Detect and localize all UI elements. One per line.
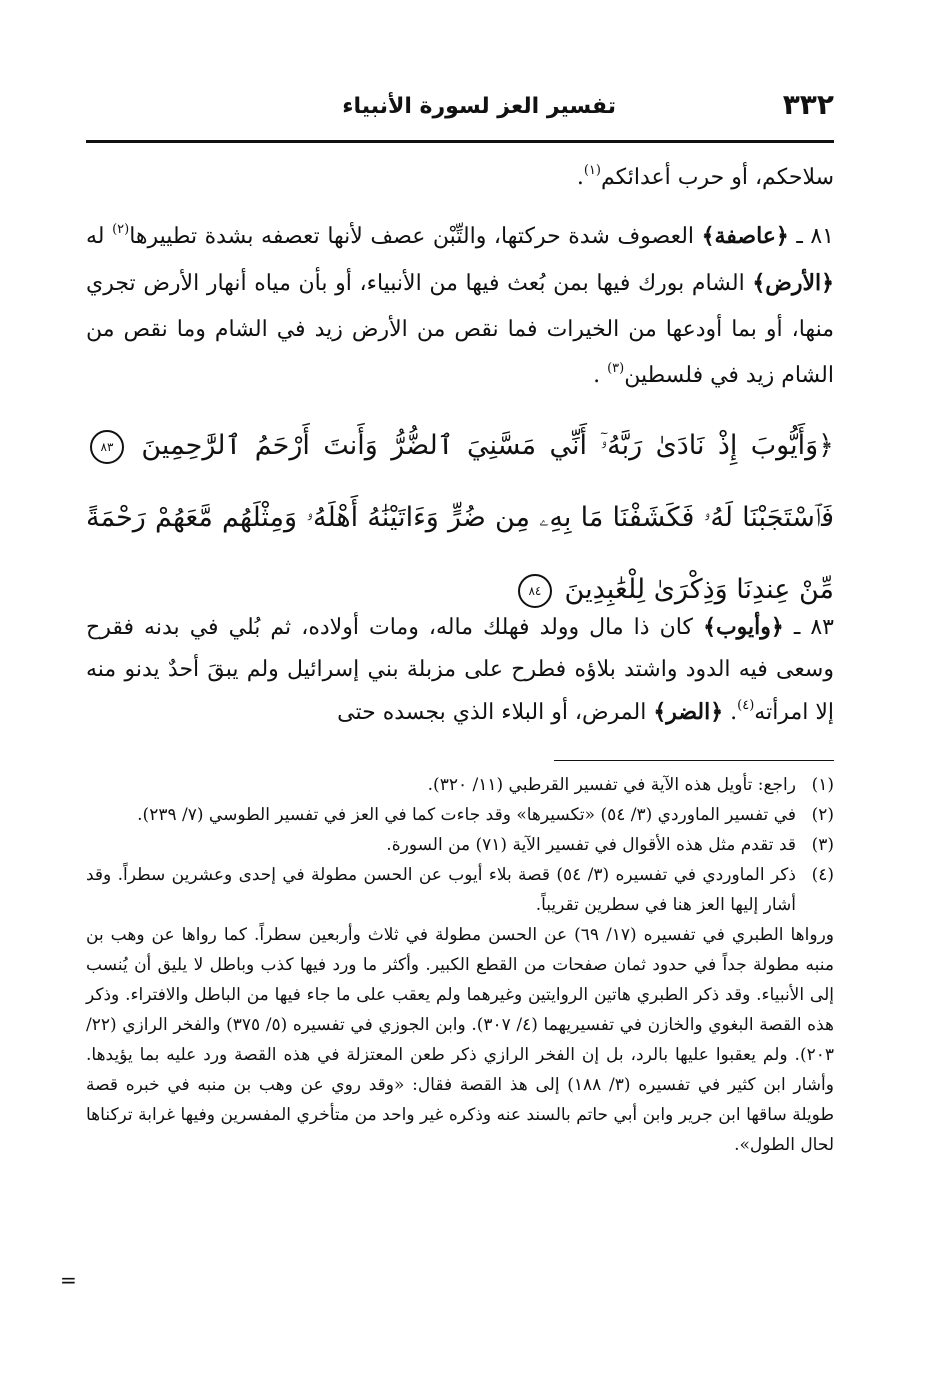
footnote-number: (٣) — [811, 835, 834, 855]
verse-open-bracket: ﴿ — [818, 430, 834, 461]
quranic-term: ﴿وأيوب﴾ — [703, 614, 784, 640]
text: له — [86, 224, 113, 249]
footnote-text: في تفسير الماوردي (٣/ ٥٤) «تكسيرها» وقد جاءت كما في العز في تفسير الطوسي (٧/ ٢٣٩). — [137, 805, 796, 825]
page-header — [86, 88, 834, 128]
text: . — [723, 700, 738, 725]
paragraph-number: ٨٣ ـ — [793, 615, 834, 640]
quran-verse-block — [86, 410, 834, 626]
header-rule — [86, 140, 834, 143]
main-text-top — [86, 155, 834, 409]
footnotes — [86, 770, 834, 1160]
footnote — [86, 800, 834, 830]
footnote — [86, 830, 834, 860]
quranic-term: ﴿عاصفة﴾ — [701, 223, 789, 249]
text: المرض، أو البلاء الذي بجسده حتى — [337, 700, 654, 725]
ayah-number-marker: ٨٤ — [518, 574, 552, 608]
quranic-term: ﴿الضر﴾ — [653, 699, 724, 725]
footnote-text: ذكر الماوردي في تفسيره (٣/ ٥٤) قصة بلاء أيوب عن الحسن مطولة في إحدى وعشرين سطراً. وقد أشار إليها العز هنا في سطرين تقريباً. — [86, 865, 796, 915]
running-title: تفسير العز لسورة الأنبياء — [342, 94, 616, 119]
paragraph-81 — [86, 213, 834, 399]
footnote-ref: (٣) — [607, 361, 625, 376]
ayah-number-marker: ٨٣ — [90, 430, 124, 464]
text: العصوف شدة حركتها، والتِّبْن عصف لأنها تعصفه بشدة تطييرها — [129, 224, 702, 249]
continuation-mark: = — [60, 1268, 77, 1292]
footnote-ref: (١) — [583, 163, 601, 178]
paragraph-continued — [86, 155, 834, 201]
footnote-separator — [554, 760, 834, 761]
quranic-term: ﴿الأرض﴾ — [752, 270, 834, 296]
text: الشام بورك فيها بمن بُعث فيها من الأنبياء، أو بأن مياه أنهار الأرض تجري منها، أو بما أودعها من الخيرات فما نقص من الأرض زيد في الشام وما نقص من الشام زيد في فلسطين — [86, 271, 834, 388]
text: سلاحكم، أو حرب أعدائكم — [600, 165, 834, 190]
footnote-text: راجع: تأويل هذه الآية في تفسير القرطبي (١١/ ٣٢٠). — [427, 775, 796, 795]
verse-text — [86, 410, 834, 626]
footnote — [86, 860, 834, 920]
footnote-text: قد تقدم مثل هذه الأقوال في تفسير الآية (٧١) من السورة. — [386, 835, 796, 855]
text: . — [576, 165, 584, 190]
footnote — [86, 770, 834, 800]
footnote-ref: (٢) — [112, 222, 130, 237]
text: كان ذا مال وولد فهلك ماله، ومات أولاده، ثم بُلي في بدنه فقرح وسعى فيه الدود واشتد بلاؤه فطرح على مزبلة بني إسرائيل ولم يبقَ أحدٌ يدنو منه إلا امرأته — [86, 615, 834, 725]
footnote-ref: (٤) — [737, 698, 755, 713]
paragraph-83 — [86, 606, 834, 734]
footnote-continuation: ورواها الطبري في تفسيره (١٧/ ٦٩) عن الحسن مطولة في ثلاث وأربعين سطراً. كما رواها عن وهب بن منبه مطولة جداً في حدود ثمان صفحات من القطع الكبير. وأكثر ما ورد فيها كذب وباطل لا يليق أن يُنسب إلى الأنبياء. وقد ذكر الطبري هاتين الروايتين وغيرهما ولم يعقب على ما جاء فيها من الباطل والافتراء. وذكر هذه القصة البغوي والخازن في تفسيريهما (٤/ ٣٠٧). وابن الجوزي في تفسيره (٥/ ٣٧٥) والفخر الرازي (٢٢/ ٢٠٣). ولم يعقبوا عليها بالرد، بل إن الفخر الرازي ذكر طعن المعتزلة في هذه القصة ورد عليه بما يؤيدها. وأشار ابن كثير في تفسيره (٣/ ١٨٨) إلى هذ القصة فقال: «وقد روي عن وهب بن منبه في خبره قصة طويلة ساقها ابن جرير وابن أبي حاتم بالسند عنه وذكره غير واحد من متأخري المفسرين وفيها غرابة تركناها لحال الطول». — [86, 925, 835, 1155]
verse-part: فَٱسْتَجَبْنَا لَهُۥ فَكَشَفْنَا مَا بِهِۦ مِن ضُرٍّ وَءَاتَيْنَٰهُ أَهْلَهُۥ وَمِثْلَهُم مَّعَهُمْ رَحْمَةً مِّنْ عِندِنَا وَذِكْرَىٰ لِلْعَٰبِدِينَ — [86, 502, 834, 605]
text: . — [593, 363, 608, 388]
verse-part: وَأَيُّوبَ إِذْ نَادَىٰ رَبَّهُۥٓ أَنِّي مَسَّنِيَ ٱلضُّرُّ وَأَنتَ أَرْحَمُ ٱلرَّٰحِمِينَ — [141, 430, 819, 461]
page-number: ٣٣٢ — [782, 88, 834, 121]
main-text-bottom — [86, 606, 834, 734]
footnote-number: (٢) — [811, 805, 834, 825]
footnote-number: (٤) — [811, 865, 834, 885]
paragraph-number: ٨١ ـ — [796, 224, 834, 249]
footnote-number: (١) — [811, 775, 834, 795]
